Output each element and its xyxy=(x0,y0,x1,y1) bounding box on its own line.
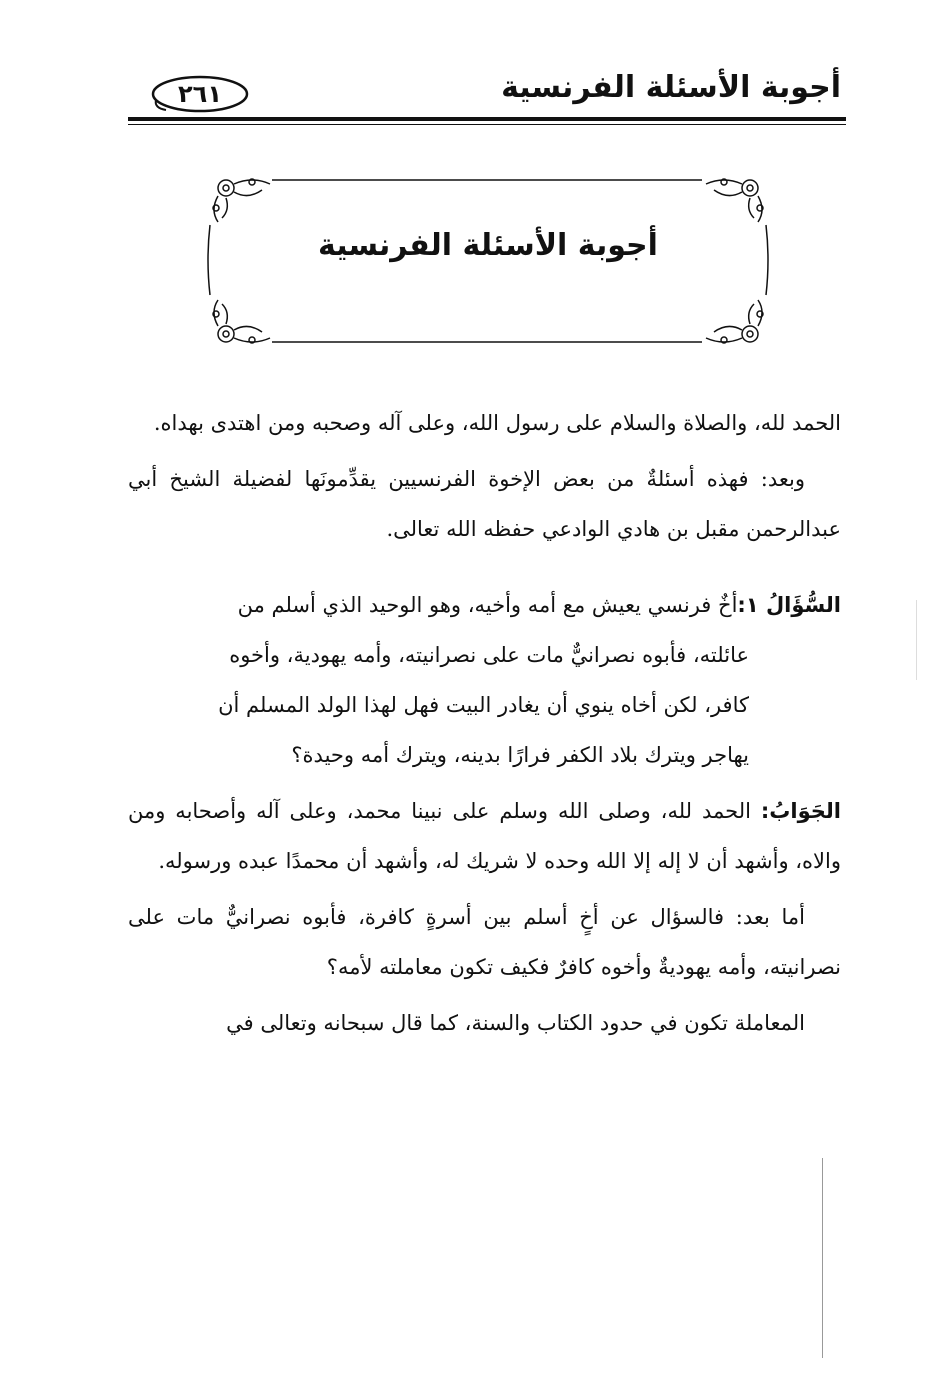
running-title: أجوبة الأسئلة الفرنسية xyxy=(501,70,841,105)
margin-line xyxy=(822,1158,823,1358)
question-text-1: أخٌ فرنسي يعيش مع أمه وأخيه، وهو الوحيد الذي أسلم من xyxy=(237,593,738,617)
answer-label: الجَوَابُ: xyxy=(760,799,841,823)
question-line: عائلته، فأبوه نصرانيٌّ مات على نصرانيته، وأمه يهودية، وأخوه xyxy=(229,643,749,667)
page-number-oval xyxy=(150,74,250,114)
header-rule-thick xyxy=(128,117,846,121)
question-line xyxy=(128,580,841,630)
body-text xyxy=(128,398,841,1054)
title-frame xyxy=(202,170,774,350)
question-block xyxy=(128,580,841,780)
header-rule-thin xyxy=(128,124,846,125)
question-label: السُّؤَالُ ١: xyxy=(737,593,841,617)
page-number: ٢٦١ xyxy=(178,80,222,108)
introduction-paragraph: وبعد: فهذه أسئلةٌ من بعض الإخوة الفرنسيين يقدِّمونَها لفضيلة الشيخ أبي عبدالرحمن مقبل بن هادي الوادعي حفظه الله تعالى. xyxy=(128,467,841,541)
question-line: يهاجر ويترك بلاد الكفر فرارًا بدينه، ويترك أمه وحيدة؟ xyxy=(291,743,749,767)
closing-paragraph: المعاملة تكون في حدود الكتاب والسنة، كما قال سبحانه وتعالى في xyxy=(226,1011,805,1035)
followup-paragraph: أما بعد: فالسؤال عن أخٍ أسلم بين أسرةٍ كافرة، فأبوه نصرانيٌّ مات على نصرانيته، وأمه يهوديةٌ وأخوه كافرٌ فكيف تكون معاملته لأمه؟ xyxy=(128,905,841,979)
gutter-line xyxy=(916,600,917,680)
answer-paragraph xyxy=(128,786,841,886)
opening-paragraph: الحمد لله، والصلاة والسلام على رسول الله، وعلى آله وصحبه ومن اهتدى بهداه. xyxy=(153,411,841,435)
question-line: كافر، لكن أخاه ينوي أن يغادر البيت فهل لهذا الولد المسلم أن xyxy=(218,693,749,717)
answer-text: الحمد لله، وصلى الله وسلم على نبينا محمد، وعلى آله وأصحابه ومن والاه، وأشهد أن لا إله إلا الله وحده لا شريك له، وأشهد أن محمدًا عبده ورسوله. xyxy=(128,799,841,873)
chapter-title: أجوبة الأسئلة الفرنسية xyxy=(318,228,658,263)
